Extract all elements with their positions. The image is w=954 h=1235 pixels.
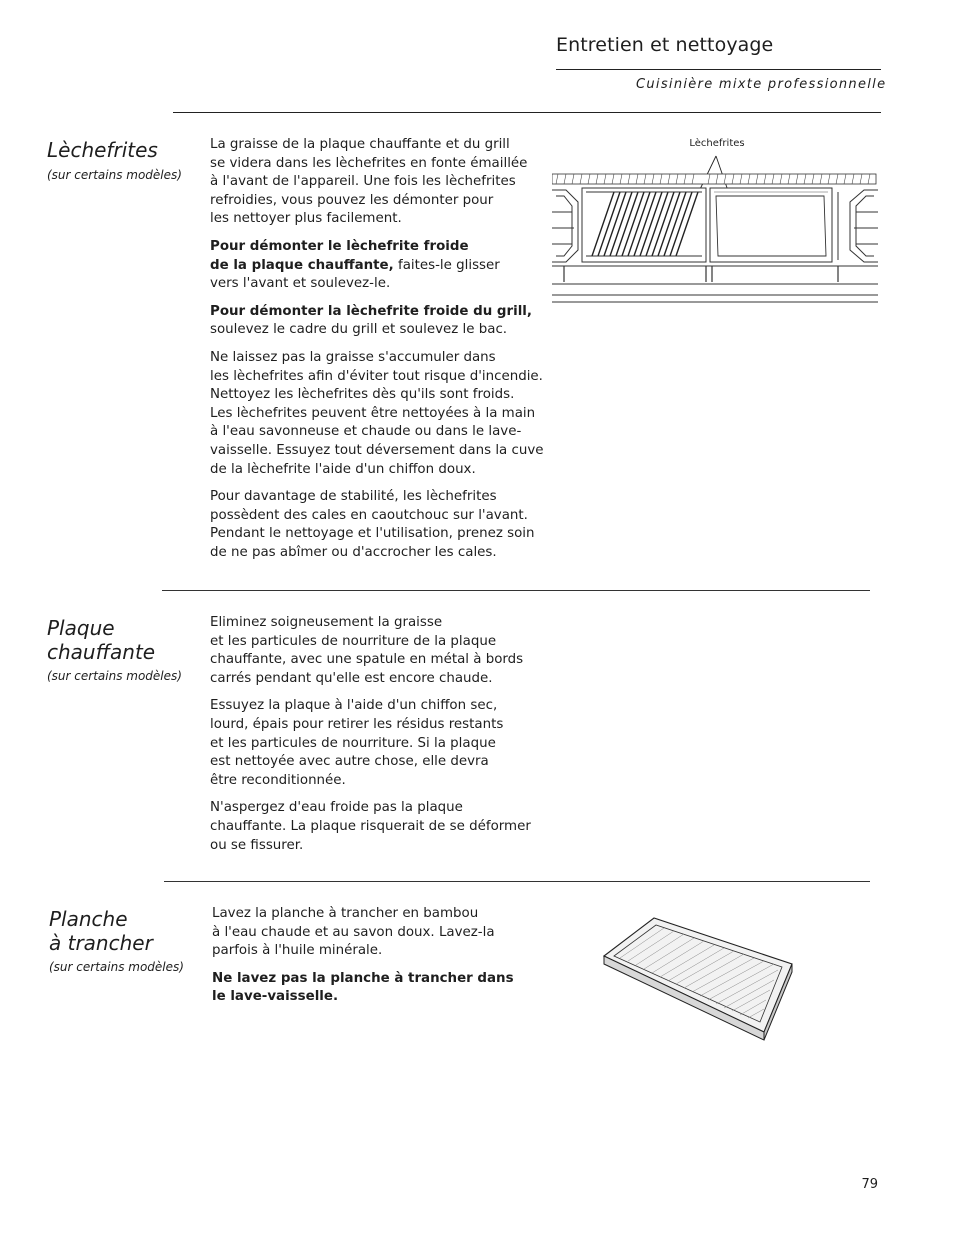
paragraph: N'aspergez d'eau froide pas la plaque chauffante. La plaque risquerait de se déformer ou se fissurer.: [210, 800, 531, 853]
paragraph: Pour démonter le lèchefrite froide de la plaque chauffante, faites-le glisser vers l'avant et soulevez-le.: [210, 238, 500, 292]
page-subtitle: Cuisinière mixte professionnelle: [636, 77, 887, 92]
models-note: (sur certains modèles): [47, 168, 182, 182]
models-note: (sur certains modèles): [47, 669, 182, 683]
figure-label-drip-trays: Lèchefrites: [689, 138, 745, 149]
paragraph: Pour démonter la lèchefrite froide du grill, soulevez le cadre du grill et soulevez le bac.: [210, 303, 532, 338]
top-divider: [173, 112, 881, 113]
paragraph: Lavez la planche à trancher en bambou à l'eau chaude et au savon doux. Lavez-la parfois à l'huile minérale.: [212, 906, 495, 959]
header-rule: [556, 69, 881, 70]
paragraph: Ne laissez pas la graisse s'accumuler dans les lèchefrites afin d'éviter tout risque d'incendie. Nettoyez les lèchefrites dès qu'ils sont froids. Les lèchefrites peuvent être nettoyées à la main à l'eau savonneuse et chaude ou dans le lave- vaisselle. Essuyez tout déversement dans la cuve de la lèchefrite l'aide d'un chiffon doux.: [210, 349, 544, 477]
section-divider: [164, 881, 870, 882]
paragraph: Essuyez la plaque à l'aide d'un chiffon sec, lourd, épais pour retirer les résidus restants et les particules de nourriture. Si la plaque est nettoyée avec autre chose, elle devra être reconditionnée.: [210, 698, 504, 788]
page-number: 79: [861, 1177, 878, 1192]
section-divider: [162, 590, 870, 591]
cutting-board-illustration: [598, 914, 798, 1042]
grill-griddle-illustration: [552, 152, 878, 308]
section-title-griddle: Plaque chauffante: [47, 616, 156, 664]
section-title-cutting-board: Planche à trancher: [49, 907, 153, 955]
drip-trays-text: [210, 136, 544, 571]
paragraph: Eliminez soigneusement la graisse et les particules de nourriture de la plaque chauffante, avec une spatule en métal à bords carrés pendant qu'elle est encore chaude.: [210, 615, 524, 686]
paragraph: Pour davantage de stabilité, les lèchefrites possèdent des cales en caoutchouc sur l'avant. Pendant le nettoyage et l'utilisation, prenez soin de ne pas abîmer ou d'accrocher les cales.: [210, 489, 535, 560]
griddle-text: [210, 614, 540, 864]
page-title: Entretien et nettoyage: [556, 34, 774, 56]
paragraph: La graisse de la plaque chauffante et du grill se videra dans les lèchefrites en fonte émaillée à l'avant de l'appareil. Une fois les lèchefrites refroidies, vous pouvez les démonter pour les nettoyer plus facilement.: [210, 137, 528, 227]
section-title-drip-trays: Lèchefrites: [47, 138, 158, 162]
cutting-board-text: [212, 905, 542, 1016]
paragraph: Ne lavez pas la planche à trancher dans le lave-vaisselle.: [212, 970, 514, 1005]
models-note: (sur certains modèles): [49, 960, 184, 974]
